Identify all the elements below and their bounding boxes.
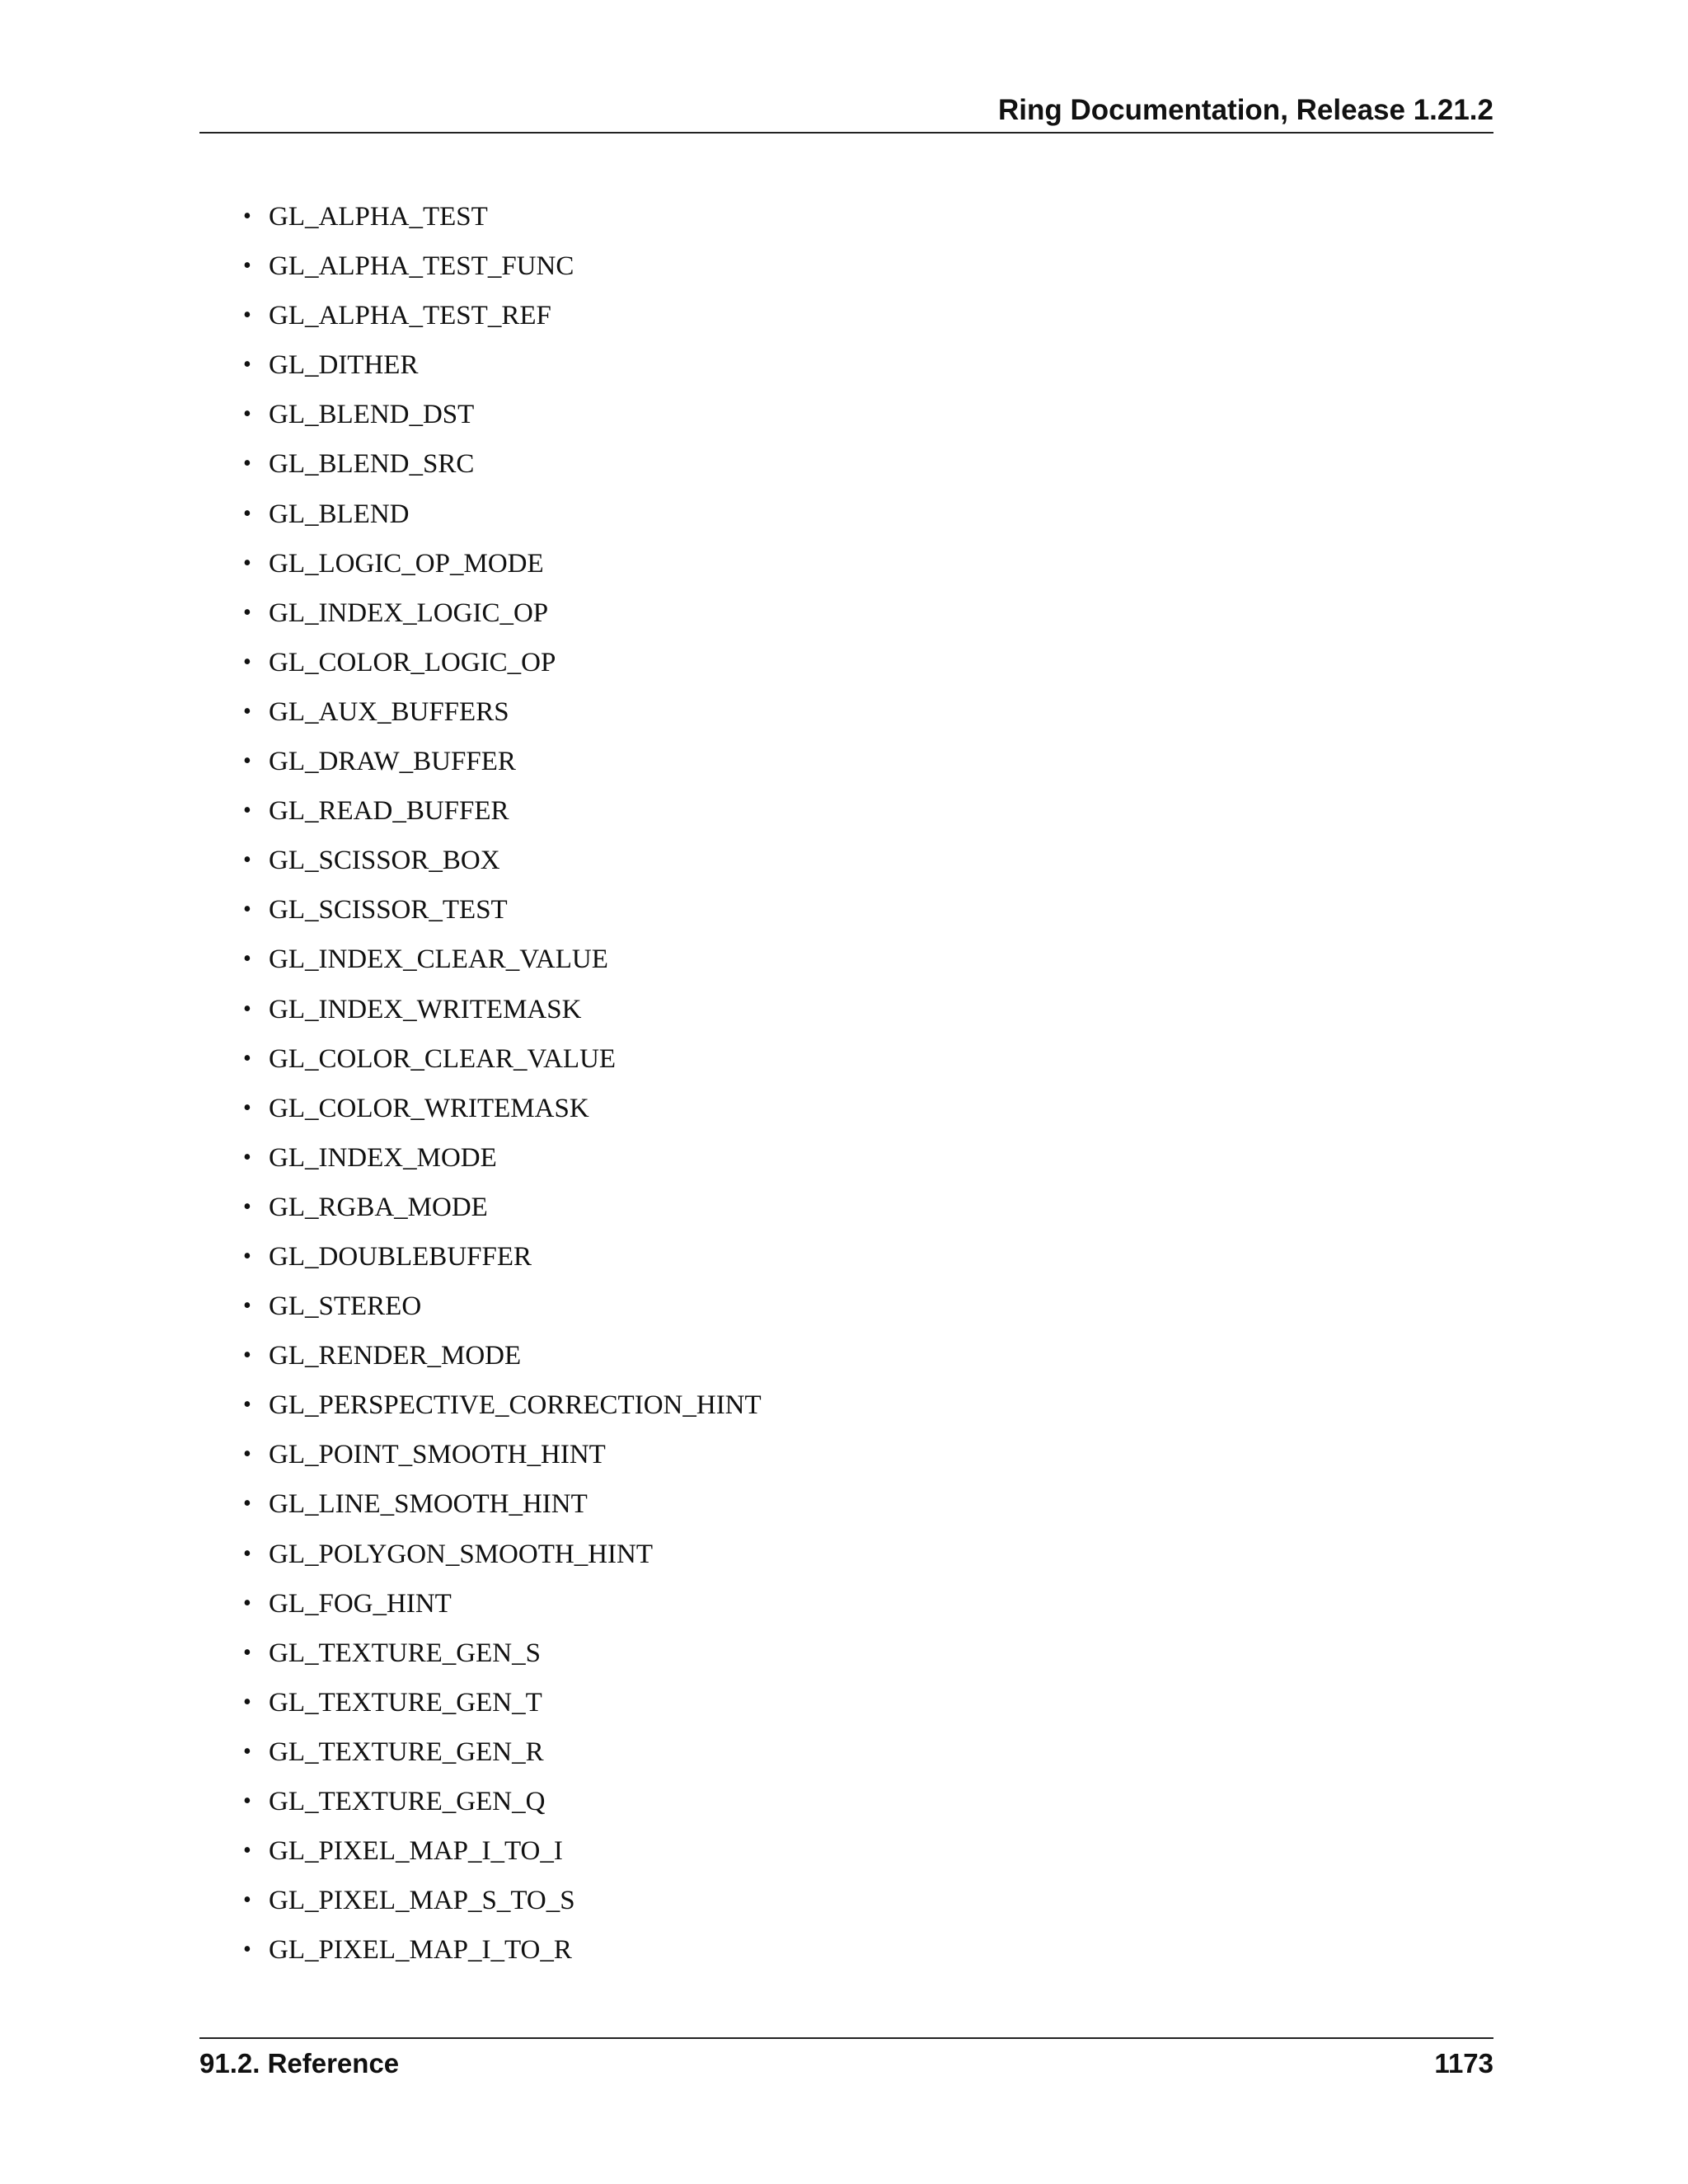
constant-name: GL_COLOR_LOGIC_OP <box>269 647 556 677</box>
list-item <box>0 1485 762 1535</box>
bullet-icon: • <box>243 698 251 724</box>
list-item <box>0 1386 762 1436</box>
bullet-icon: • <box>243 847 251 874</box>
list-item <box>0 1238 762 1287</box>
bullet-icon: • <box>243 1441 251 1468</box>
bullet-icon: • <box>243 897 251 923</box>
constant-name: GL_TEXTURE_GEN_T <box>269 1687 542 1718</box>
bullet-icon: • <box>243 1738 251 1765</box>
list-item <box>0 346 762 396</box>
bullet-icon: • <box>243 253 251 279</box>
list-item <box>0 1783 762 1832</box>
list-item <box>0 1684 762 1733</box>
bullet-icon: • <box>243 1540 251 1567</box>
list-item <box>0 1832 762 1882</box>
bullet-icon: • <box>243 1392 251 1418</box>
bullet-icon: • <box>243 1193 251 1220</box>
list-item <box>0 891 762 940</box>
constant-name: GL_AUX_BUFFERS <box>269 696 509 727</box>
constant-name: GL_RENDER_MODE <box>269 1341 522 1371</box>
bullet-icon: • <box>243 401 251 428</box>
constant-name: GL_INDEX_LOGIC_OP <box>269 598 549 628</box>
constant-name: GL_LINE_SMOOTH_HINT <box>269 1489 588 1520</box>
page-footer <box>199 2037 1493 2079</box>
constant-name: GL_READ_BUFFER <box>269 796 509 827</box>
constant-name: GL_ALPHA_TEST_REF <box>269 301 551 331</box>
list-item <box>0 1436 762 1485</box>
list-item <box>0 495 762 545</box>
constant-name: GL_LOGIC_OP_MODE <box>269 548 544 579</box>
constant-name: GL_ALPHA_TEST_FUNC <box>269 251 574 282</box>
list-item <box>0 1931 762 1980</box>
constant-name: GL_RGBA_MODE <box>269 1192 488 1222</box>
list-item <box>0 940 762 990</box>
bullet-icon: • <box>243 1887 251 1914</box>
constant-name: GL_INDEX_WRITEMASK <box>269 994 582 1024</box>
list-item <box>0 1287 762 1337</box>
list-item <box>0 1733 762 1783</box>
list-item <box>0 693 762 743</box>
bullet-icon: • <box>243 204 251 229</box>
document-title: Ring Documentation, Release 1.21.2 <box>997 94 1493 126</box>
constant-name: GL_FOG_HINT <box>269 1588 452 1619</box>
list-item <box>0 594 762 644</box>
constant-name: GL_DOUBLEBUFFER <box>269 1241 532 1272</box>
list-item <box>0 445 762 494</box>
list-item <box>0 1337 762 1386</box>
bullet-icon: • <box>243 500 251 527</box>
bullet-icon: • <box>243 946 251 972</box>
bullet-icon: • <box>243 550 251 576</box>
bullet-icon: • <box>243 649 251 675</box>
bullet-icon: • <box>243 302 251 329</box>
list-item <box>0 743 762 792</box>
constant-name: GL_INDEX_MODE <box>269 1142 497 1173</box>
constant-name: GL_TEXTURE_GEN_S <box>269 1638 541 1668</box>
list-item <box>0 297 762 346</box>
list-item <box>0 1535 762 1585</box>
constant-name: GL_SCISSOR_TEST <box>269 895 508 926</box>
constant-name: GL_DITHER <box>269 350 419 381</box>
constant-name: GL_PIXEL_MAP_S_TO_S <box>269 1886 575 1916</box>
bullet-icon: • <box>243 1639 251 1666</box>
constant-name: GL_ALPHA_TEST <box>269 202 488 232</box>
list-item <box>0 1634 762 1684</box>
list-item <box>0 1188 762 1238</box>
list-item <box>0 644 762 693</box>
list-item <box>0 545 762 594</box>
list-item <box>0 1882 762 1931</box>
constant-name: GL_PERSPECTIVE_CORRECTION_HINT <box>269 1390 762 1421</box>
bullet-icon: • <box>243 1343 251 1369</box>
list-item <box>0 841 762 891</box>
bullet-icon: • <box>243 1689 251 1715</box>
bullet-icon: • <box>243 1590 251 1616</box>
constant-name: GL_TEXTURE_GEN_Q <box>269 1787 546 1816</box>
constant-name: GL_SCISSOR_BOX <box>269 846 500 876</box>
constant-list <box>0 198 762 1980</box>
list-item <box>0 1090 762 1139</box>
bullet-icon: • <box>243 1838 251 1864</box>
bullet-icon: • <box>243 1045 251 1071</box>
constant-name: GL_COLOR_CLEAR_VALUE <box>269 1043 617 1074</box>
bullet-icon: • <box>243 1144 251 1170</box>
constant-name: GL_BLEND_DST <box>269 400 475 430</box>
bullet-icon: • <box>243 1243 251 1269</box>
bullet-icon: • <box>243 996 251 1022</box>
section-reference: 91.2. Reference <box>199 2048 400 2079</box>
bullet-icon: • <box>243 1788 251 1814</box>
bullet-icon: • <box>243 1491 251 1517</box>
list-item <box>0 1040 762 1090</box>
bullet-icon: • <box>243 798 251 824</box>
list-item <box>0 1585 762 1634</box>
list-item <box>0 198 762 247</box>
bullet-icon: • <box>243 1937 251 1963</box>
constant-name: GL_BLEND_SRC <box>269 449 475 480</box>
constant-name: GL_INDEX_CLEAR_VALUE <box>269 944 608 975</box>
list-item <box>0 247 762 297</box>
list-item <box>0 1139 762 1188</box>
list-item <box>0 991 762 1040</box>
page-header <box>199 89 1493 134</box>
list-item <box>0 396 762 445</box>
bullet-icon: • <box>243 1293 251 1319</box>
bullet-icon: • <box>243 1094 251 1121</box>
constant-name: GL_POLYGON_SMOOTH_HINT <box>269 1539 654 1569</box>
constant-name: GL_TEXTURE_GEN_R <box>269 1736 544 1767</box>
bullet-icon: • <box>243 599 251 626</box>
constant-name: GL_DRAW_BUFFER <box>269 747 516 777</box>
bullet-icon: • <box>243 352 251 378</box>
page-number: 1173 <box>1434 2048 1493 2079</box>
list-item <box>0 792 762 841</box>
constant-name: GL_POINT_SMOOTH_HINT <box>269 1440 606 1470</box>
bullet-icon: • <box>243 451 251 477</box>
constant-name: GL_PIXEL_MAP_I_TO_R <box>269 1935 572 1966</box>
constant-name: GL_COLOR_WRITEMASK <box>269 1093 589 1123</box>
constant-name: GL_PIXEL_MAP_I_TO_I <box>269 1836 563 1867</box>
constant-name: GL_STEREO <box>269 1291 422 1322</box>
bullet-icon: • <box>243 748 251 775</box>
constant-name: GL_BLEND <box>269 499 410 529</box>
